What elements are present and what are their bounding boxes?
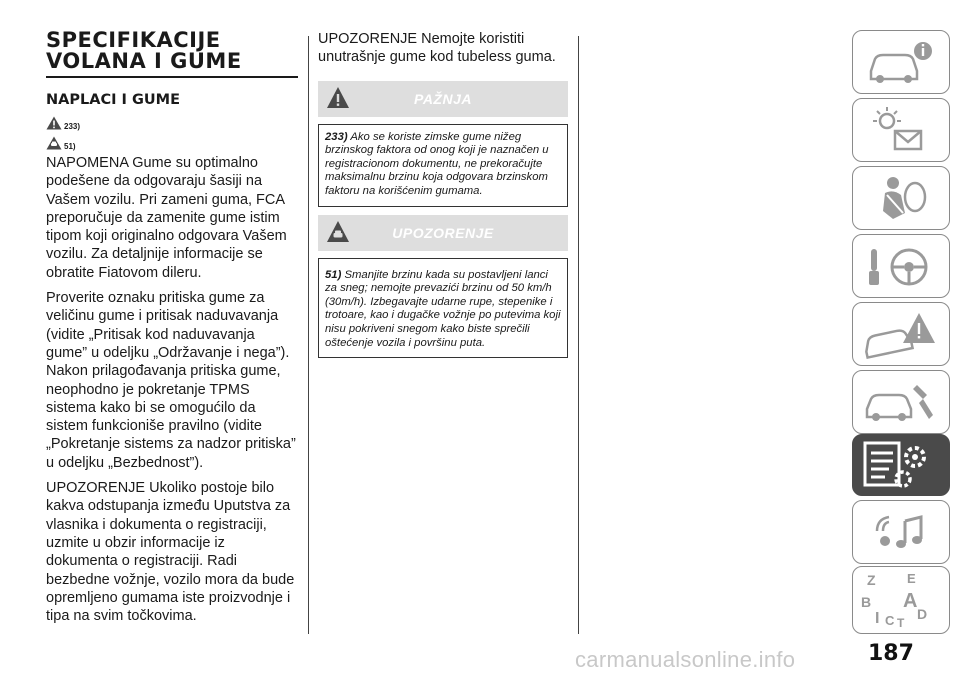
title-line-2: VOLANA I GUME bbox=[46, 49, 242, 73]
column-divider bbox=[578, 36, 579, 634]
car-skid-warning-icon bbox=[46, 136, 62, 150]
index-letter: I bbox=[875, 610, 880, 627]
dashboard-lights-icon bbox=[853, 99, 949, 161]
warning-banner-title: UPOZORENJE bbox=[392, 224, 494, 241]
index-letter: E bbox=[907, 571, 916, 586]
title-rule bbox=[46, 76, 298, 78]
warning-number: 51) bbox=[325, 268, 342, 281]
tab-index[interactable] bbox=[852, 566, 950, 634]
page-number: 187 bbox=[868, 641, 914, 666]
warning-banner bbox=[318, 215, 568, 251]
paragraph-note: NAPOMENA Gume su optimalno podešene da odgovaraju šasiji na Vašem vozilu. Pri zameni guma, FCA preporučuje da zamenite gume istim tipom koji originalno odgovara Vašem vozilu. Za detaljnije informacije se obratite Fiatovom dileru. bbox=[46, 155, 287, 281]
paragraph-pressure: Proverite oznaku pritiska gume za veličinu gume i pritisak naduvavanja (vidite „Pritisak kod naduvavanja gume” u odeljku „Održavanje i nega”). Nakon prilagođavanja pritiska gume, neophodno je pokretanje TPMS sistema kako bi se omogućilo da sistem funkcioniše pravilno (vidite „Pokretanje sistems za nadzor pritiska” u odeljku „Bezbednost”). bbox=[46, 290, 296, 471]
tab-multimedia[interactable] bbox=[852, 500, 950, 564]
column-divider bbox=[308, 36, 309, 634]
steering-wheel-icon bbox=[853, 235, 949, 297]
reference-number: 233) bbox=[64, 121, 81, 131]
caution-box bbox=[318, 124, 568, 207]
tab-starting-driving[interactable] bbox=[852, 234, 950, 298]
multimedia-icon bbox=[853, 501, 949, 563]
tab-technical-specs[interactable] bbox=[852, 434, 950, 496]
car-maintenance-icon bbox=[853, 371, 949, 433]
car-info-icon bbox=[853, 31, 949, 93]
index-letter: Z bbox=[867, 572, 876, 588]
paragraph-tubeless: UPOZORENJE Nemojte koristiti unutrašnje gume kod tubeless guma. bbox=[318, 31, 556, 66]
paragraph-warning: UPOZORENJE Ukoliko postoje bilo kakva odstupanja između Uputstva za vlasnika i dokumenta o registraciji, uzmite u obzir informacije iz dokumenta o registraciji. Radi bezbedne vožnje, vozilo mora da bude opremljeno gumama iste proizvodnje i tipa na svim točkovima. bbox=[46, 480, 295, 625]
reference-number: 51) bbox=[64, 141, 76, 151]
tab-safety[interactable] bbox=[852, 166, 950, 230]
right-column bbox=[318, 30, 568, 358]
car-warning-icon bbox=[853, 303, 949, 365]
reference-row-233[interactable] bbox=[46, 114, 298, 132]
left-column bbox=[46, 30, 298, 632]
tab-emergency[interactable] bbox=[852, 302, 950, 366]
watermark: carmanualsonline.info bbox=[575, 647, 796, 672]
reference-row-51[interactable] bbox=[46, 134, 298, 152]
caution-banner-title: PAŽNJA bbox=[414, 90, 472, 107]
warning-text: Smanjite brzinu kada su postavljeni lanci za sneg; nemojte prevazići brzinu od 50 km/h (30m/h). Izbegavajte udarne rupe, stepenike i trotoare, kao i dugačke vožnje po putevima koji nisu pokriveni snegom kako biste sprečili oštećenje vozila i površinu puta. bbox=[325, 268, 561, 349]
warning-box bbox=[318, 258, 568, 359]
section-subtitle: NAPLACI I GUME bbox=[46, 92, 180, 108]
index-letter: T bbox=[897, 616, 905, 630]
tab-dashboard[interactable] bbox=[852, 98, 950, 162]
caution-text: Ako se koriste zimske gume nižeg brzinskog faktora od onog koji je naznačen u registracionom dokumentu, ne prekoračujte maksimalnu brzinu koja odgovara brzinskom faktoru na korišćenim gumama. bbox=[325, 130, 549, 197]
caution-number: 233) bbox=[325, 130, 348, 143]
alphabetical-index-icon bbox=[853, 567, 949, 633]
page-title bbox=[46, 30, 298, 72]
index-letter: A bbox=[903, 590, 918, 612]
title-line-1: SPECIFIKACIJE bbox=[46, 28, 221, 52]
tab-car-info[interactable] bbox=[852, 30, 950, 94]
caution-triangle-icon bbox=[46, 116, 62, 130]
caution-banner bbox=[318, 81, 568, 117]
index-letter: C bbox=[885, 613, 895, 628]
index-letter: B bbox=[861, 594, 872, 610]
index-letter: D bbox=[917, 606, 928, 622]
technical-specs-icon bbox=[853, 435, 949, 497]
tab-maintenance[interactable] bbox=[852, 370, 950, 434]
airbag-seatbelt-icon bbox=[853, 167, 949, 229]
